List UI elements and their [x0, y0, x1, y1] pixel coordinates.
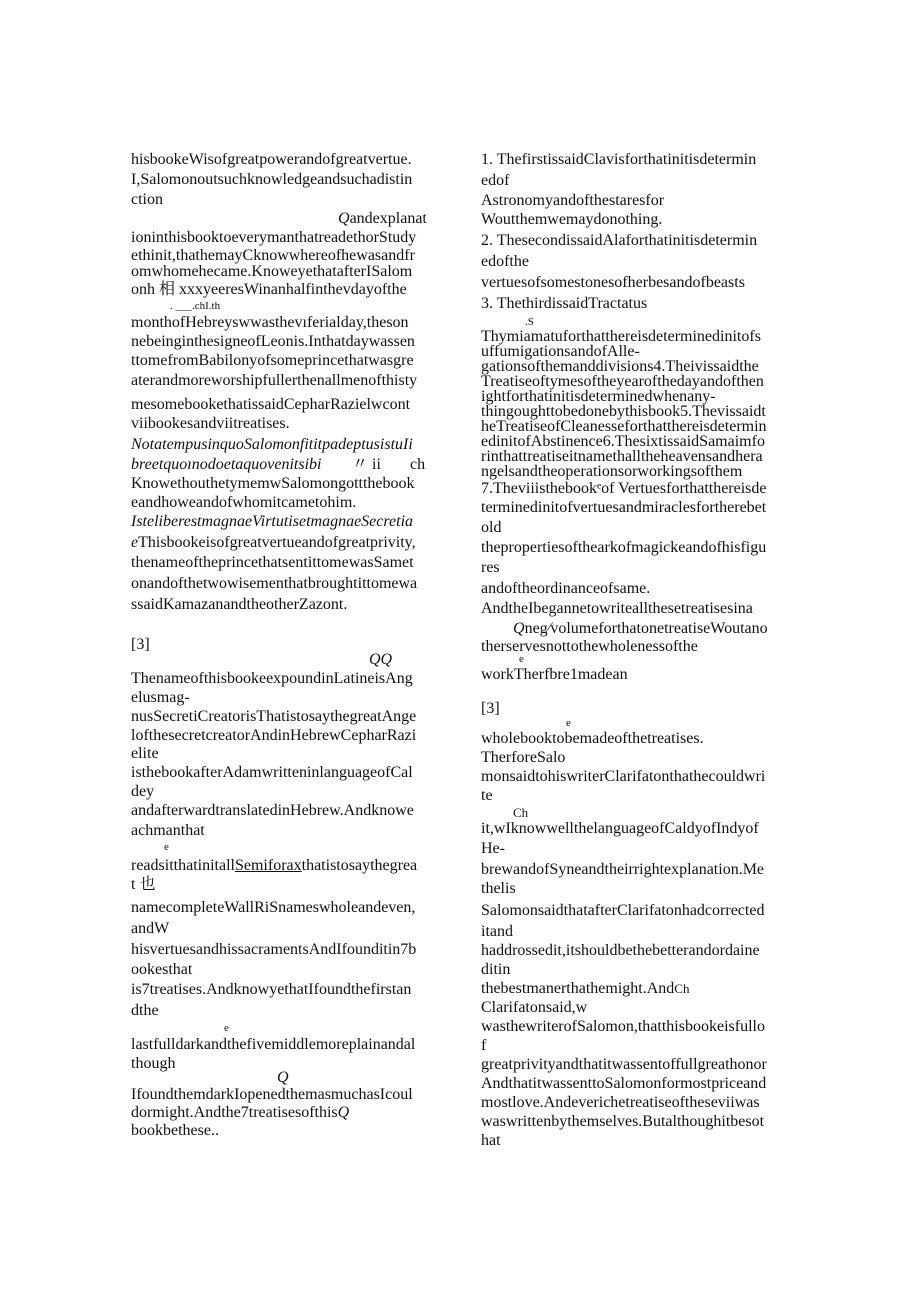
annotation: . ___.chI.th — [170, 300, 221, 312]
text-line: thelis — [481, 880, 516, 897]
text-line: itand — [481, 923, 513, 940]
text-line: ioninthisbooktoeverymanthatreadethorStudy — [131, 229, 417, 246]
text-line: hisbookeWisofgreatpowerandofgreatvertue. — [131, 151, 412, 168]
text-line: it,wIknowwellthelanguageofCaldyofIndyof — [481, 820, 759, 837]
text-line: KnowethouthetymemwSalomongottthebook — [131, 475, 415, 492]
text-line: ttomefromBabilonyofsomeprincethatwasgre — [131, 352, 414, 369]
text-line: IfoundthemdarkIopenedthemasmuchasIcoul — [131, 1086, 413, 1103]
text-line: uffumigationsandofAlle- — [481, 343, 640, 360]
annotation: Ch — [513, 805, 529, 820]
text-line: Thymiamatuforthatthereisdeterminedinitofs — [481, 328, 761, 345]
text-line: andoftheordinanceofsame. — [481, 580, 651, 597]
text-line: dthe — [131, 1002, 159, 1019]
q-mark: Q — [513, 620, 525, 637]
text-line — [131, 534, 416, 552]
text-line: hat — [481, 1132, 501, 1149]
annotation: .S — [525, 316, 534, 328]
annotation: Q — [277, 1069, 289, 1086]
latin-line: NotatempusinquoSalomonfititpadeptusistuIi — [131, 436, 413, 453]
text-fragment: readsitthatinitall — [131, 857, 235, 874]
text-line: andafterwardtranslatedinHebrew.Andknowe — [131, 802, 414, 819]
text-line: heTreatiseofCleanesseforthatthereisdetermin — [481, 418, 767, 435]
text-line: AndtheIbegannetowriteallthesetreatisesina — [481, 600, 753, 617]
text-line: edof — [481, 172, 510, 189]
text-line: aterandmoreworshipfullerthenallmenofthisty — [131, 372, 418, 389]
text-fragment: e — [131, 534, 139, 551]
text-line: haddrossedit,itshouldbethebetterandordaine — [481, 942, 760, 959]
list-item: 7.Theviiisthebookᵉof Vertuesforthatthereisde — [481, 480, 767, 497]
text-line: nusSecretiCreatorisThatistosaythegreatAnge — [131, 708, 417, 725]
text-line: edinitofAbstinence6.ThesixtissaidSamaimfo — [481, 433, 765, 450]
text-line: Astronomyandofthestaresfor — [481, 192, 665, 209]
text-line: namecompleteWallRiSnameswholeandeven, — [131, 899, 416, 916]
text-line: hisvertuesandhissacramentsAndIfounditin7b — [131, 941, 417, 958]
text-line: t 也 — [131, 876, 156, 893]
text-line: achmanthat — [131, 822, 205, 839]
text-line: gationsofthemanddivisions4.Theivissaidthe — [481, 358, 759, 375]
text-line — [513, 620, 768, 638]
text-line: res — [481, 559, 500, 576]
list-item: 1. ThefirstissaidClavisforthatinitisdetermin — [481, 151, 757, 168]
text-line: ookesthat — [131, 961, 193, 978]
text-line: lastfulldarkandthefivemiddlemoreplainandal — [131, 1036, 416, 1053]
text-line: wholebooktobemadeofthetreatises. — [481, 730, 704, 747]
text-line: edofthe — [481, 253, 529, 270]
text-line: AndthatitwassenttoSalomonformostpriceand — [481, 1075, 767, 1092]
text-line: te — [481, 787, 493, 804]
annotation: e — [224, 1022, 229, 1034]
text-line: thingoughttobedonebythisbook5.Thevissaidt — [481, 403, 766, 420]
text-line: ssaidKamazanandtheotherZazont. — [131, 596, 348, 613]
text-line — [481, 980, 689, 998]
text-line: mostlove.Andeverichetreatiseoftheseviiwas — [481, 1094, 760, 1111]
text-line: elusmag- — [131, 689, 190, 706]
q-mark: Q — [338, 210, 350, 227]
text-line: thenameoftheprincethatsentittomewasSamet — [131, 554, 414, 571]
text-line: SalomonsaidthatafterClarifatonhadcorrected — [481, 902, 765, 919]
text-fragment: thebestmanerthathemight.And — [481, 980, 675, 997]
text-line: greatprivityandthatitwassentoffullgreathonor — [481, 1056, 767, 1073]
text-line: ditin — [481, 961, 511, 978]
text-line: onh 相 xxxyeeresWinanhalfinthevdayofthe — [131, 281, 407, 298]
text-fragment: neg⁄volumeforthatonetreatiseWoutano — [524, 620, 768, 637]
annotation: e — [164, 841, 169, 853]
text-line: brewandofSyneandtheirrightexplanation.Me — [481, 861, 765, 878]
text-line: andW — [131, 920, 170, 937]
text-line: isthebookafterAdamwritteninlanguageofCal — [131, 764, 413, 781]
text-line: mesomebookethatissaidCepharRazielwcont — [131, 396, 411, 413]
text-line — [131, 857, 417, 875]
section-marker: [3] — [131, 636, 150, 653]
text-line: is7treatises.AndknowyethatIfoundthefirstan — [131, 981, 412, 998]
q-mark: Q — [337, 1104, 350, 1121]
text-line: waswrittenbythemselves.Butalthoughitbesot — [481, 1113, 765, 1130]
text-line: workTherfbre1madean — [481, 666, 628, 683]
text-line: therservesnottothewholenessofthe — [481, 638, 698, 655]
text-line: I,Salomonoutsuchknowledgeandsuchadistin — [131, 171, 413, 188]
text-line: ction — [131, 191, 163, 208]
text-line — [338, 210, 427, 228]
annotation: QQ — [369, 651, 393, 668]
text-line: bookbethese.. — [131, 1122, 219, 1139]
text-line: ightforthatinitisdeterminedwhenany- — [481, 388, 716, 405]
text-line: monthofHebreyswwasthevıferialday,theson — [131, 314, 409, 331]
text-line: Clarifatonsaid,w — [481, 999, 588, 1016]
annotation: ch — [410, 456, 426, 473]
annotation: e — [566, 717, 571, 729]
latin-line: breetquoınodoetaquovenitsibi — [131, 456, 322, 473]
text-line — [131, 1104, 349, 1122]
text-fragment: dormight.Andthe7treatisesofthis — [131, 1104, 338, 1121]
text-line: omwhomehecame.KnoweyethatafterISalom — [131, 263, 413, 280]
text-line: ThenameofthisbookeexpoundinLatineisAng — [131, 670, 413, 687]
text-line: lofthesecretcreatorAndinHebrewCepharRazi — [131, 727, 417, 744]
text-line: elite — [131, 745, 159, 762]
text-fragment: andexplanat — [349, 210, 427, 227]
text-line: eandhoweandofwhomitcametohim. — [131, 494, 357, 511]
text-fragment: Ch — [674, 981, 690, 996]
text-line: viibookesandviitreatises. — [131, 415, 290, 432]
text-line: nebeinginthesigneofLeonis.Inthatdaywassen — [131, 333, 415, 350]
latin-line: IsteliberestmagnaeVirtutisetmagnaeSecretia — [131, 513, 414, 530]
text-line: He- — [481, 840, 505, 857]
text-line: old — [481, 519, 502, 536]
text-line: TherforeSalo — [481, 749, 566, 766]
text-line: vertuesofsomestonesofherbesandofbeasts — [481, 274, 745, 291]
text-line: onandofthetwowisementhatbroughtittomewa — [131, 575, 418, 592]
section-marker: [3] — [481, 700, 500, 717]
text-fragment: thatistosaythegrea — [301, 857, 418, 874]
text-line: ngelsandtheoperationsorworkingsofthem — [481, 463, 743, 480]
text-line: thepropertiesofthearkofmagickeandofhisfigu — [481, 539, 767, 556]
text-line: Woutthemwemaydonothing. — [481, 211, 663, 228]
text-fragment: Thisbookeisofgreatvertueandofgreatprivity, — [138, 534, 416, 551]
list-item: 3. ThethirdissaidTractatus — [481, 295, 648, 312]
text-line: though — [131, 1055, 176, 1072]
list-item: 2. ThesecondissaidAlaforthatinitisdetermin — [481, 232, 758, 249]
underlined-term: Semiforax — [234, 857, 302, 874]
text-line: dey — [131, 783, 155, 800]
annotation: e — [519, 653, 524, 665]
text-line: rinthattreatiseitnamethalltheheavensandhera — [481, 448, 763, 465]
text-line: terminedinitofvertuesandmiraclesfortherebet — [481, 499, 767, 516]
text-line: ethinit,thathemayCknowwhereofhewasandfr — [131, 247, 415, 264]
text-line: monsaidtohiswriterClarifatonthathecouldwri — [481, 768, 766, 785]
annotation: 〃 ii — [352, 456, 381, 473]
text-line: wasthewriterofSalomon,thatthisbookeisfullo — [481, 1018, 765, 1035]
text-line: f — [481, 1037, 487, 1054]
text-line: Treatiseoftymesoftheyearofthedayandofthen — [481, 373, 764, 390]
